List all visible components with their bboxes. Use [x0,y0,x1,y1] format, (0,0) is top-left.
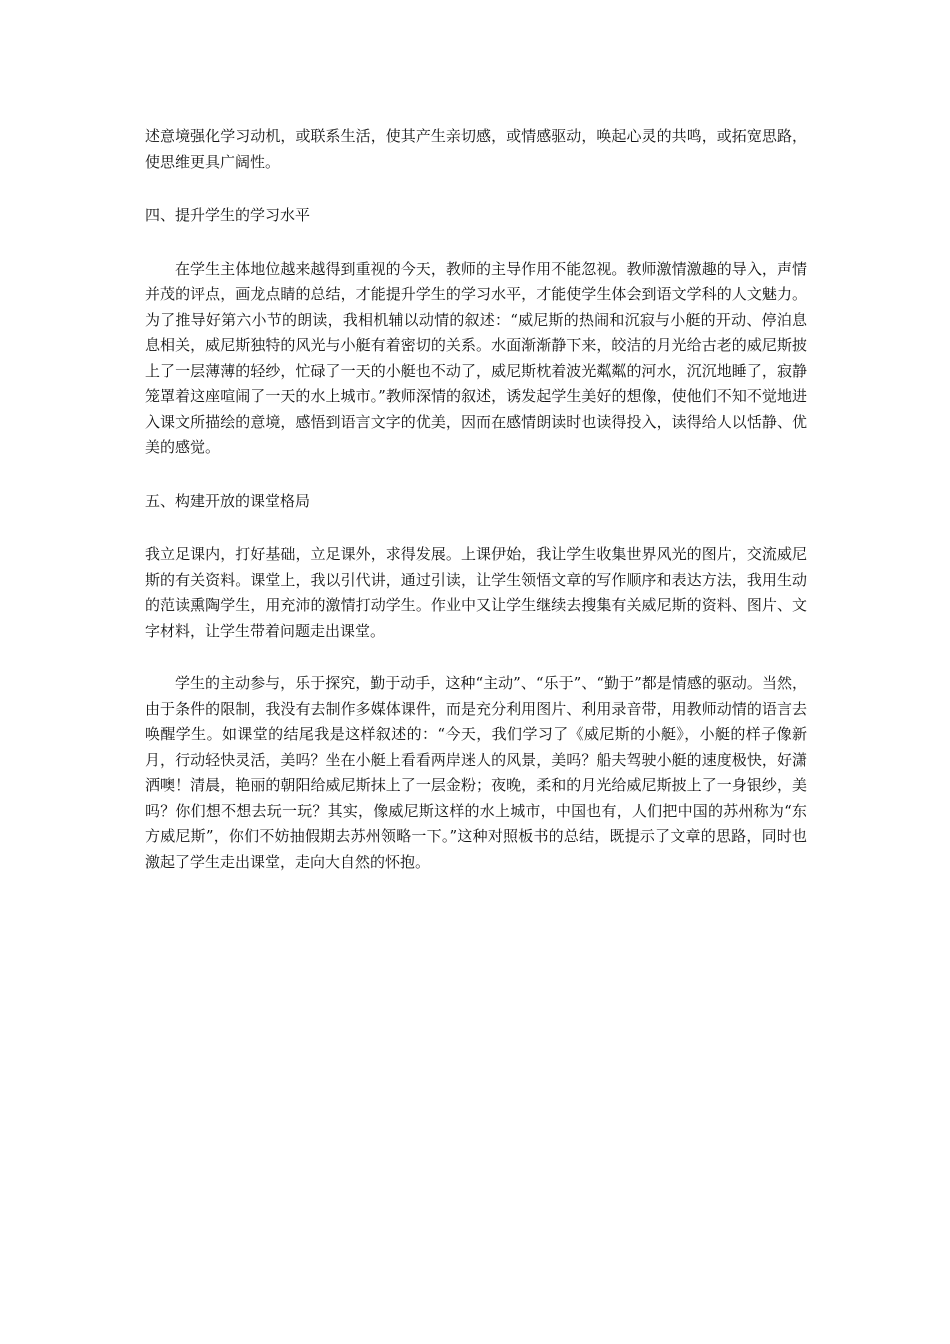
paragraph-section-4: 在学生主体地位越来越得到重视的今天，教师的主导作用不能忽视。教师激情激趣的导入，声情并茂的评点，画龙点睛的总结，才能提升学生的学习水平，才能使学生体会到语文学科的人文魅力。为了推导好第六小节的朗读，我相机辅以动情的叙述：“威尼斯的热闹和沉寂与小艇的开动、停泊息息相关，威尼斯独特的风光与小艇有着密切的关系。水面渐渐静下来，皎洁的月光给古老的威尼斯披上了一层薄薄的轻纱，忙碌了一天的小艇也不动了，威尼斯枕着波光粼粼的河水，沉沉地睡了，寂静笼罩着这座喧闹了一天的水上城市。”教师深情的叙述，诱发起学生美好的想像，使他们不知不觉地进入课文所描绘的意境，感悟到语言文字的优美，因而在感情朗读时也读得投入，读得给人以恬静、优美的感觉。 [145,259,807,456]
document-page [145,124,807,875]
paragraph-intro-continued: 述意境强化学习动机，或联系生活，使其产生亲切感，或情感驱动，唤起心灵的共鸣，或拓宽思路，使思维更具广阔性。 [145,127,807,171]
section-heading-4: 四、提升学生的学习水平 [145,206,311,224]
paragraph-closing: 学生的主动参与，乐于探究，勤于动手，这种“主动”、“乐于”、“勤于”都是情感的驱动。当然，由于条件的限制，我没有去制作多媒体课件，而是充分利用图片、利用录音带，用教师动情的语言去唤醒学生。如课堂的结尾我是这样叙述的：“今天，我们学习了《威尼斯的小艇》，小艇的样子像新月，行动轻快灵活，美吗？坐在小艇上看看两岸迷人的风景，美吗？船夫驾驶小艇的速度极快，好潇洒噢！清晨，艳丽的朝阳给威尼斯抹上了一层金粉；夜晚，柔和的月光给威尼斯披上了一身银纱，美吗？你们想不想去玩一玩？其实，像威尼斯这样的水上城市，中国也有，人们把中国的苏州称为“东方威尼斯”，你们不妨抽假期去苏州领略一下。”这种对照板书的总结，既提示了文章的思路，同时也激起了学生走出课堂，走向大自然的怀抱。 [145,674,807,871]
paragraph-section-5: 我立足课内，打好基础，立足课外，求得发展。上课伊始，我让学生收集世界风光的图片，交流威尼斯的有关资料。课堂上，我以引代讲，通过引读，让学生领悟文章的写作顺序和表达方法，我用生动的范读熏陶学生，用充沛的激情打动学生。作业中又让学生继续去搜集有关威尼斯的资料、图片、文字材料，让学生带着问题走出课堂。 [145,545,807,640]
section-heading-5: 五、构建开放的课堂格局 [145,491,311,510]
